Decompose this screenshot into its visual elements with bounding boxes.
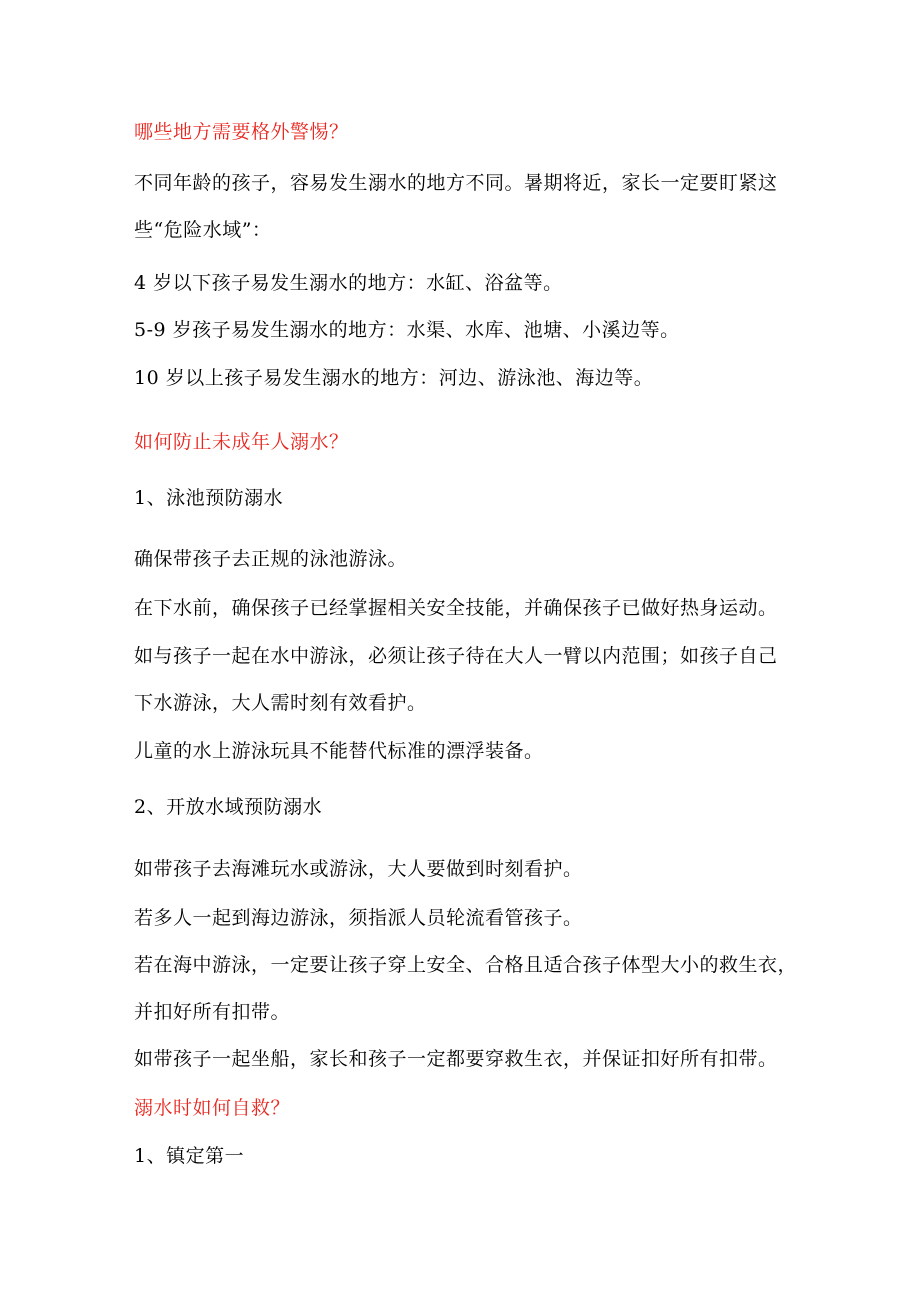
- pool-paragraph-3-line-1: 如与孩子一起在水中游泳，必须让孩子待在大人一臂以内范围；如孩子自己: [134, 645, 778, 667]
- heading-prevent-drowning: 如何防止未成年人溺水？: [134, 431, 349, 453]
- subheading-open-water: 2、开放水域预防溺水: [134, 796, 323, 818]
- age-item-5-9: 5-9 岁孩子易发生溺水的地方：水渠、水库、池塘、小溪边等。: [134, 319, 680, 341]
- pool-paragraph-1: 确保带孩子去正规的泳池游泳。: [134, 548, 408, 570]
- subheading-pool: 1、泳池预防溺水: [134, 487, 284, 509]
- pool-paragraph-4: 儿童的水上游泳玩具不能替代标准的漂浮装备。: [134, 740, 544, 762]
- pool-paragraph-2: 在下水前，确保孩子已经掌握相关安全技能，并确保孩子已做好热身运动。: [134, 597, 778, 619]
- intro-line-1: 不同年龄的孩子，容易发生溺水的地方不同。暑期将近，家长一定要盯紧这: [134, 172, 778, 194]
- pool-paragraph-3-line-2: 下水游泳，大人需时刻有效看护。: [134, 692, 427, 714]
- open-water-paragraph-2: 若多人一起到海边游泳，须指派人员轮流看管孩子。: [134, 907, 583, 929]
- open-water-paragraph-4: 如带孩子一起坐船，家长和孩子一定都要穿救生衣，并保证扣好所有扣带。: [134, 1048, 778, 1070]
- open-water-paragraph-3-line-1: 若在海中游泳，一定要让孩子穿上安全、合格且适合孩子体型大小的救生衣，: [134, 954, 798, 976]
- age-item-over-10: 10 岁以上孩子易发生溺水的地方：河边、游泳池、海边等。: [134, 367, 654, 389]
- open-water-paragraph-3-line-2: 并扣好所有扣带。: [134, 1001, 291, 1023]
- subheading-stay-calm: 1、镇定第一: [134, 1145, 245, 1167]
- intro-line-2: 些“危险水域”：: [134, 219, 272, 241]
- heading-self-rescue: 溺水时如何自救？: [134, 1097, 291, 1119]
- age-item-under-4: 4 岁以下孩子易发生溺水的地方：水缸、浴盆等。: [134, 272, 563, 294]
- open-water-paragraph-1: 如带孩子去海滩玩水或游泳，大人要做到时刻看护。: [134, 858, 583, 880]
- heading-danger-places: 哪些地方需要格外警惕？: [134, 121, 349, 143]
